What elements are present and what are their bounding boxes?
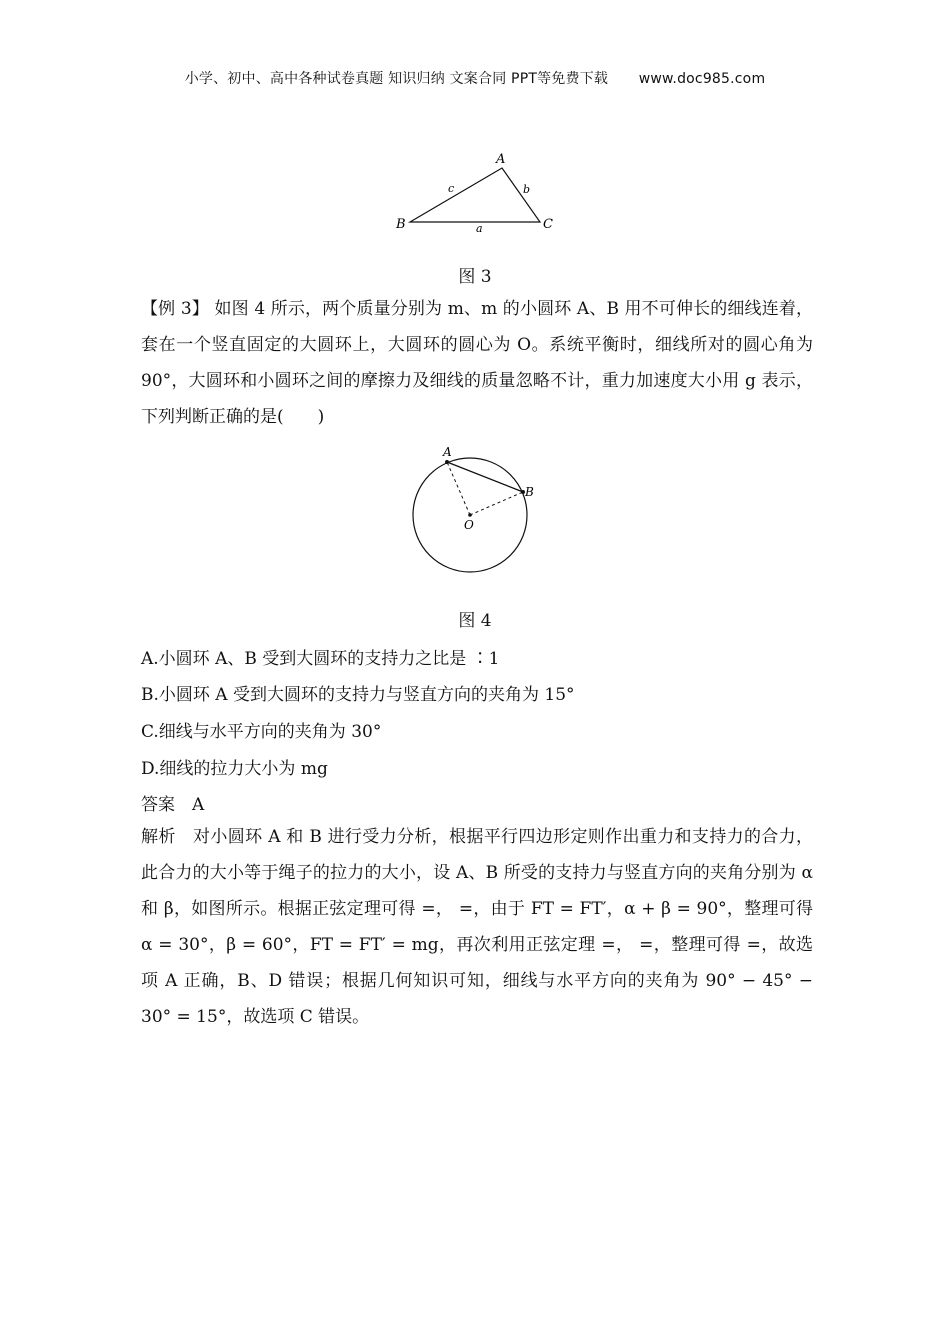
option-a: A.小圆环 A、B 受到大圆环的支持力之比是 ∶1 [141, 649, 500, 669]
option-b: B.小圆环 A 受到大圆环的支持力与竖直方向的夹角为 15° [141, 685, 575, 705]
label-side-a: a [476, 222, 483, 235]
label-B-4: B [525, 485, 534, 499]
option-c: C.细线与水平方向的夹角为 30° [141, 722, 382, 742]
label-C: C [543, 217, 553, 232]
radius-OB [470, 492, 523, 515]
figure-3-caption: 图 3 [458, 267, 492, 287]
figure-4-caption: 图 4 [458, 611, 492, 631]
label-side-c: c [448, 182, 455, 195]
header-text: 小学、初中、高中各种试卷真题 知识归纳 文案合同 PPT等免费下载 [184, 71, 609, 87]
figure-4-circle [400, 440, 550, 580]
label-A-4: A [443, 445, 452, 459]
string-AB [447, 462, 523, 492]
answer: 答案 A [141, 795, 205, 815]
triangle-shape [410, 168, 540, 222]
analysis-text: 解析 对小圆环 A 和 B 进行受力分析，根据平行四边形定则作出重力和支持力的合力，此合力的大小等于绳子的拉力的大小，设 A、B 所受的支持力与竖直方向的夹角分别为 α 和 β，如图所示。根据正弦定理可得 =， =，由于 FT = FT′，α + β = 90°，整理可得 α = 30°，β = 60°，FT = FT′ = mg，再次利用正弦定理 =， =，整理可得 =，故选项 A 正确，B、D 错误；根据几何知识可知，细线与水平方向的夹角为 90° − 45° − 30° = 15°，故选项 C 错误。 [141, 827, 813, 1027]
center-O-dot [468, 513, 472, 517]
ring-A-dot [445, 460, 449, 464]
figure-3-triangle [380, 140, 570, 240]
label-side-b: b [523, 183, 531, 196]
question-text: 【例 3】 如图 4 所示，两个质量分别为 m、m 的小圆环 A、B 用不可伸长的细线连着，套在一个竖直固定的大圆环上，大圆环的圆心为 O。系统平衡时，细线所对的圆心角为 90°，大圆环和小圆环之间的摩擦力及细线的质量忽略不计，重力加速度大小用 g 表示，下列判断正确的是( ) [141, 299, 813, 427]
label-O-4: O [464, 518, 474, 532]
label-A: A [496, 152, 506, 167]
page-header [0, 68, 950, 88]
label-B: B [396, 217, 406, 232]
option-d: D.细线的拉力大小为 mg [141, 759, 328, 779]
header-site: www.doc985.com [638, 71, 766, 87]
